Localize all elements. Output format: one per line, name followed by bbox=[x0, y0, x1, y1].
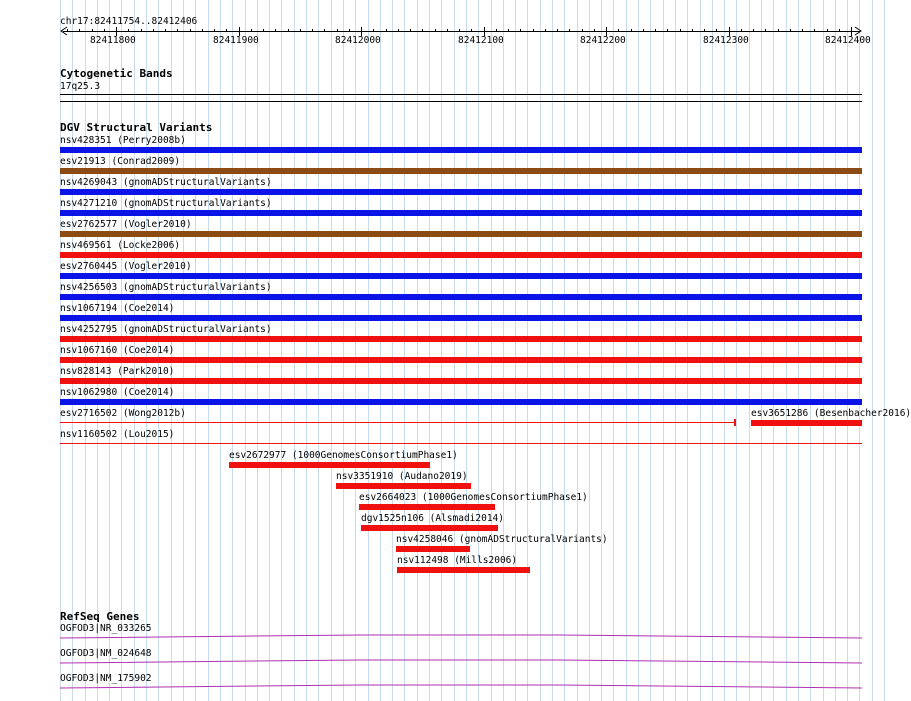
ruler-minor-tick bbox=[116, 29, 117, 32]
feature-bar[interactable] bbox=[60, 315, 862, 321]
grid-line bbox=[220, 0, 221, 701]
grid-line bbox=[318, 0, 319, 701]
feature-bar[interactable] bbox=[60, 336, 862, 342]
feature-label[interactable]: nsv1067194 (Coe2014) bbox=[60, 303, 175, 314]
feature-label[interactable]: esv2760445 (Vogler2010) bbox=[60, 261, 192, 272]
gene-model-line[interactable] bbox=[60, 633, 862, 641]
grid-line bbox=[343, 0, 344, 701]
feature-line-wong[interactable] bbox=[60, 422, 736, 423]
ruler-minor-tick bbox=[239, 29, 240, 32]
grid-line bbox=[380, 0, 381, 701]
feature-bar[interactable] bbox=[60, 147, 862, 153]
ruler-minor-tick bbox=[778, 29, 779, 32]
grid-line bbox=[712, 0, 713, 701]
grid-line bbox=[564, 0, 565, 701]
ruler-tick-label: 82412100 bbox=[458, 35, 504, 46]
grid-line bbox=[589, 0, 590, 701]
grid-line bbox=[798, 0, 799, 701]
ruler-tick-label: 82411900 bbox=[213, 35, 259, 46]
grid-line bbox=[786, 0, 787, 701]
ruler-minor-tick bbox=[692, 29, 693, 32]
grid-line bbox=[281, 0, 282, 701]
grid-line bbox=[368, 0, 369, 701]
ruler-minor-tick bbox=[165, 29, 166, 32]
grid-line bbox=[183, 0, 184, 701]
feature-bar[interactable] bbox=[396, 546, 470, 552]
feature-label[interactable]: nsv1062980 (Coe2014) bbox=[60, 387, 175, 398]
grid-line bbox=[491, 0, 492, 701]
grid-line bbox=[577, 0, 578, 701]
grid-line bbox=[773, 0, 774, 701]
ruler-tick-label: 82412400 bbox=[825, 35, 871, 46]
grid-line bbox=[232, 0, 233, 701]
cytoband-label[interactable]: 17q25.3 bbox=[60, 81, 101, 92]
grid-line bbox=[503, 0, 504, 701]
grid-line bbox=[195, 0, 196, 701]
grid-line bbox=[626, 0, 627, 701]
ruler-minor-tick bbox=[471, 29, 472, 32]
ruler-minor-tick bbox=[435, 29, 436, 32]
grid-line bbox=[761, 0, 762, 701]
feature-label[interactable]: nsv4258046 (gnomADStructuralVariants) bbox=[396, 534, 608, 545]
ruler-minor-tick bbox=[226, 29, 227, 32]
grid-line bbox=[663, 0, 664, 701]
grid-line bbox=[417, 0, 418, 701]
ruler-minor-tick bbox=[508, 29, 509, 32]
feature-end-tick bbox=[734, 419, 736, 426]
grid-line bbox=[810, 0, 811, 701]
ruler-minor-tick bbox=[582, 29, 583, 32]
grid-line bbox=[429, 0, 430, 701]
ruler-minor-tick bbox=[177, 29, 178, 32]
ruler-minor-tick bbox=[655, 29, 656, 32]
feature-label[interactable]: nsv1160502 (Lou2015) bbox=[60, 429, 175, 440]
feature-label[interactable]: nsv469561 (Locke2006) bbox=[60, 240, 181, 251]
ruler-minor-tick bbox=[814, 29, 815, 32]
ruler-minor-tick bbox=[520, 29, 521, 32]
ruler-minor-tick bbox=[618, 29, 619, 32]
grid-line bbox=[392, 0, 393, 701]
ruler-minor-tick bbox=[606, 29, 607, 32]
feature-bar[interactable] bbox=[359, 504, 495, 510]
ruler-minor-tick bbox=[447, 29, 448, 32]
grid-line bbox=[736, 0, 737, 701]
ruler-minor-tick bbox=[128, 29, 129, 32]
grid-line bbox=[613, 0, 614, 701]
grid-line bbox=[269, 0, 270, 701]
ruler-minor-tick bbox=[337, 29, 338, 32]
grid-line bbox=[294, 0, 295, 701]
feature-label[interactable]: nsv428351 (Perry2008b) bbox=[60, 135, 186, 146]
feature-bar[interactable] bbox=[229, 462, 430, 468]
ruler-minor-tick bbox=[790, 29, 791, 32]
scale-ruler[interactable] bbox=[0, 0, 890, 60]
grid-line bbox=[859, 0, 860, 701]
grid-line bbox=[441, 0, 442, 701]
grid-line bbox=[675, 0, 676, 701]
grid-line bbox=[257, 0, 258, 701]
grid-line bbox=[208, 0, 209, 701]
grid-line bbox=[687, 0, 688, 701]
ruler-minor-tick bbox=[545, 29, 546, 32]
feature-bar[interactable] bbox=[60, 231, 862, 237]
gene-label[interactable]: OGFOD3|NM_024648 bbox=[60, 648, 152, 659]
gene-model-line[interactable] bbox=[60, 658, 862, 666]
feature-bar[interactable] bbox=[361, 525, 498, 531]
ruler-minor-tick bbox=[643, 29, 644, 32]
ruler-minor-tick bbox=[361, 29, 362, 32]
ruler-minor-tick bbox=[202, 29, 203, 32]
feature-label[interactable]: esv2716502 (Wong2012b) bbox=[60, 408, 186, 419]
grid-line bbox=[552, 0, 553, 701]
feature-bar[interactable] bbox=[397, 567, 530, 573]
grid-line bbox=[650, 0, 651, 701]
grid-line bbox=[306, 0, 307, 701]
feature-label[interactable]: nsv1067160 (Coe2014) bbox=[60, 345, 175, 356]
feature-bar[interactable] bbox=[60, 273, 862, 279]
ruler-minor-tick bbox=[631, 29, 632, 32]
ruler-minor-tick bbox=[741, 29, 742, 32]
grid-line bbox=[527, 0, 528, 701]
ruler-minor-tick bbox=[79, 29, 80, 32]
ruler-minor-tick bbox=[459, 29, 460, 32]
grid-line bbox=[847, 0, 848, 701]
grid-line bbox=[823, 0, 824, 701]
gene-model-line[interactable] bbox=[60, 683, 862, 691]
ruler-minor-tick bbox=[802, 29, 803, 32]
feature-label[interactable]: nsv112498 (Mills2006) bbox=[397, 555, 518, 566]
grid-line bbox=[454, 0, 455, 701]
feature-bar[interactable] bbox=[60, 378, 862, 384]
feature-bar-besenbacher[interactable] bbox=[751, 420, 862, 426]
ruler-minor-tick bbox=[251, 29, 252, 32]
grid-line bbox=[466, 0, 467, 701]
gene-label[interactable]: OGFOD3|NR_033265 bbox=[60, 623, 152, 634]
ruler-minor-tick bbox=[569, 29, 570, 32]
feature-label[interactable]: nsv4269043 (gnomADStructuralVariants) bbox=[60, 177, 272, 188]
ruler-minor-tick bbox=[533, 29, 534, 32]
ruler-minor-tick bbox=[484, 29, 485, 32]
feature-label[interactable]: esv2664023 (1000GenomesConsortiumPhase1) bbox=[359, 492, 588, 503]
grid-line bbox=[872, 0, 873, 701]
ruler-minor-tick bbox=[704, 29, 705, 32]
cytobands-track-title: Cytogenetic Bands bbox=[60, 67, 173, 80]
feature-label[interactable]: esv21913 (Conrad2009) bbox=[60, 156, 181, 167]
ruler-tick-label: 82411800 bbox=[90, 35, 136, 46]
grid-line bbox=[245, 0, 246, 701]
ruler-minor-tick bbox=[67, 29, 68, 32]
grid-line bbox=[638, 0, 639, 701]
grid-line bbox=[835, 0, 836, 701]
ruler-minor-tick bbox=[827, 29, 828, 32]
ruler-minor-tick bbox=[839, 29, 840, 32]
grid-line bbox=[515, 0, 516, 701]
feature-bar[interactable] bbox=[60, 168, 862, 174]
feature-label[interactable]: esv2762577 (Vogler2010) bbox=[60, 219, 192, 230]
ruler-tick-label: 82412300 bbox=[703, 35, 749, 46]
ruler-minor-tick bbox=[729, 29, 730, 32]
ruler-minor-tick bbox=[753, 29, 754, 32]
ruler-minor-tick bbox=[324, 29, 325, 32]
feature-label[interactable]: nsv828143 (Park2010) bbox=[60, 366, 175, 377]
feature-label[interactable]: nsv4271210 (gnomADStructuralVariants) bbox=[60, 198, 272, 209]
ruler-minor-tick bbox=[92, 29, 93, 32]
feature-label[interactable]: nsv4256503 (gnomADStructuralVariants) bbox=[60, 282, 272, 293]
ruler-minor-tick bbox=[398, 29, 399, 32]
ruler-tick-label: 82412000 bbox=[335, 35, 381, 46]
feature-label[interactable]: nsv4252795 (gnomADStructuralVariants) bbox=[60, 324, 272, 335]
ruler-minor-tick bbox=[765, 29, 766, 32]
ruler-minor-tick bbox=[214, 29, 215, 32]
feature-bar[interactable] bbox=[60, 294, 862, 300]
dgv-track-title: DGV Structural Variants bbox=[60, 121, 213, 134]
grid-line bbox=[749, 0, 750, 701]
ruler-minor-tick bbox=[300, 29, 301, 32]
grid-line bbox=[724, 0, 725, 701]
grid-line bbox=[478, 0, 479, 701]
gene-label[interactable]: OGFOD3|NM_175902 bbox=[60, 673, 152, 684]
cytoband-line-top bbox=[60, 94, 862, 95]
grid-line bbox=[331, 0, 332, 701]
feature-bar[interactable] bbox=[60, 189, 862, 195]
ruler-minor-tick bbox=[716, 29, 717, 32]
ruler-minor-tick bbox=[190, 29, 191, 32]
feature-bar[interactable] bbox=[60, 399, 862, 405]
ruler-minor-tick bbox=[410, 29, 411, 32]
cytoband-line-bottom bbox=[60, 101, 862, 102]
ruler-minor-tick bbox=[557, 29, 558, 32]
feature-bar[interactable] bbox=[60, 252, 862, 258]
feature-label[interactable]: esv3651286 (Besenbacher2016) bbox=[751, 408, 911, 419]
feature-bar[interactable] bbox=[60, 210, 862, 216]
feature-label[interactable]: esv2672977 (1000GenomesConsortiumPhase1) bbox=[229, 450, 458, 461]
refseq-track-title: RefSeq Genes bbox=[60, 610, 140, 623]
ruler-minor-tick bbox=[141, 29, 142, 32]
grid-line bbox=[540, 0, 541, 701]
feature-bar[interactable] bbox=[60, 357, 862, 363]
ruler-minor-tick bbox=[422, 29, 423, 32]
feature-line-lou[interactable] bbox=[60, 443, 862, 444]
location-label: chr17:82411754..82412406 bbox=[60, 16, 198, 27]
ruler-minor-tick bbox=[667, 29, 668, 32]
feature-bar[interactable] bbox=[336, 483, 471, 489]
ruler-minor-tick bbox=[680, 29, 681, 32]
ruler-tick-label: 82412200 bbox=[580, 35, 626, 46]
ruler-minor-tick bbox=[386, 29, 387, 32]
ruler-minor-tick bbox=[104, 29, 105, 32]
ruler-minor-tick bbox=[851, 29, 852, 32]
ruler-minor-tick bbox=[312, 29, 313, 32]
ruler-minor-tick bbox=[373, 29, 374, 32]
ruler-minor-tick bbox=[349, 29, 350, 32]
ruler-minor-tick bbox=[496, 29, 497, 32]
grid-line bbox=[404, 0, 405, 701]
feature-label[interactable]: nsv3351910 (Audano2019) bbox=[336, 471, 468, 482]
ruler-minor-tick bbox=[594, 29, 595, 32]
feature-label[interactable]: dgv1525n106 (Alsmadi2014) bbox=[361, 513, 504, 524]
grid-line bbox=[355, 0, 356, 701]
ruler-minor-tick bbox=[153, 29, 154, 32]
grid-line bbox=[884, 0, 885, 701]
ruler-minor-tick bbox=[288, 29, 289, 32]
grid-line bbox=[601, 0, 602, 701]
ruler-minor-tick bbox=[275, 29, 276, 32]
ruler-minor-tick bbox=[263, 29, 264, 32]
grid-line bbox=[700, 0, 701, 701]
